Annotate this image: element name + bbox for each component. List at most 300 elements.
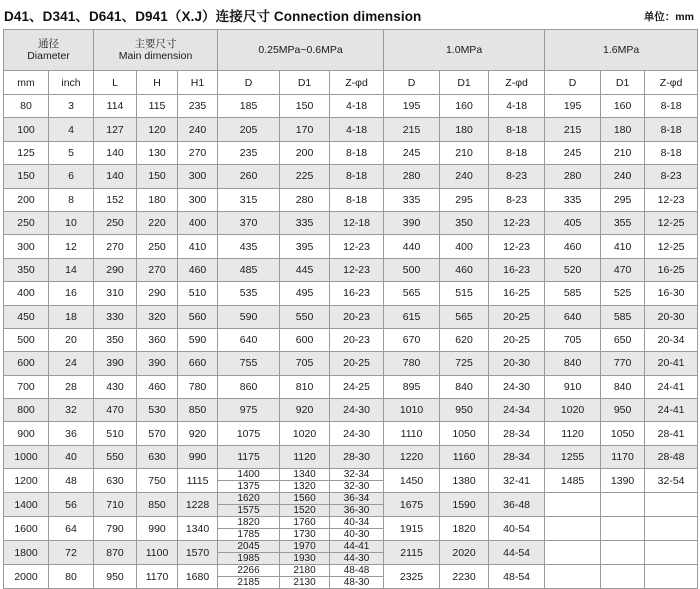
split-value-bottom: 1930 bbox=[280, 552, 329, 564]
table-cell: 240 bbox=[440, 165, 489, 188]
table-cell: 780 bbox=[178, 375, 218, 398]
table-cell: 16-23 bbox=[330, 282, 384, 305]
table-row bbox=[4, 493, 698, 517]
table-cell: 450 bbox=[4, 305, 49, 328]
table-cell: 12-23 bbox=[330, 235, 384, 258]
table-cell: 565 bbox=[384, 282, 440, 305]
table-row bbox=[4, 211, 698, 234]
table-cell: 20-30 bbox=[489, 352, 545, 375]
split-value-bottom: 32-30 bbox=[330, 480, 383, 492]
table-cell: 1170 bbox=[137, 565, 178, 589]
table-cell: 36 bbox=[49, 422, 94, 445]
unit-label: 单位：mm bbox=[643, 11, 694, 23]
table-cell: 1228 bbox=[178, 493, 218, 517]
table-cell: 24-30 bbox=[489, 375, 545, 398]
table-cell: 40-54 bbox=[489, 517, 545, 541]
table-cell: 32 bbox=[49, 399, 94, 422]
table-cell: 4 bbox=[49, 118, 94, 141]
table-cell: 370 bbox=[218, 211, 280, 234]
table-cell: 910 bbox=[545, 375, 601, 398]
column-header: D bbox=[545, 71, 601, 95]
table-cell: 4-18 bbox=[330, 118, 384, 141]
table-row bbox=[4, 517, 698, 541]
title-bar bbox=[0, 0, 700, 30]
table-cell: 24-30 bbox=[330, 399, 384, 422]
table-cell: 114 bbox=[94, 95, 137, 118]
table-cell: 80 bbox=[4, 95, 49, 118]
table-cell: 20-25 bbox=[330, 352, 384, 375]
table-cell: 355 bbox=[601, 211, 645, 234]
table-cell: 270 bbox=[178, 141, 218, 164]
table-cell: 550 bbox=[280, 305, 330, 328]
pressure-header-mid: 1.0MPa bbox=[384, 30, 545, 71]
diameter-header bbox=[4, 30, 94, 71]
table-cell: 10 bbox=[49, 211, 94, 234]
split-value-top: 44-41 bbox=[343, 541, 370, 553]
table-cell: 335 bbox=[545, 188, 601, 211]
table-cell bbox=[545, 541, 601, 565]
split-value-top: 2266 bbox=[237, 565, 260, 577]
table-cell: 1175 bbox=[218, 445, 280, 468]
table-cell: 1820 bbox=[440, 517, 489, 541]
table-cell: 2115 bbox=[384, 541, 440, 565]
table-cell: 810 bbox=[280, 375, 330, 398]
table-cell: 1000 bbox=[4, 445, 49, 468]
table-cell: 590 bbox=[178, 328, 218, 351]
table-row bbox=[4, 118, 698, 141]
table-cell: 150 bbox=[137, 165, 178, 188]
table-cell bbox=[218, 565, 280, 589]
table-cell: 850 bbox=[137, 493, 178, 517]
table-cell bbox=[645, 517, 698, 541]
table-cell: 430 bbox=[94, 375, 137, 398]
table-cell bbox=[330, 517, 384, 541]
connection-dimension-table bbox=[3, 29, 698, 589]
table-cell: 8-18 bbox=[489, 141, 545, 164]
table-cell: 8 bbox=[49, 188, 94, 211]
table-cell: 210 bbox=[440, 141, 489, 164]
split-value-bottom: 1320 bbox=[280, 480, 329, 492]
table-cell: 2325 bbox=[384, 565, 440, 589]
table-cell: 975 bbox=[218, 399, 280, 422]
table-cell bbox=[218, 541, 280, 565]
split-value-bottom: 2185 bbox=[218, 576, 279, 588]
table-cell: 48-54 bbox=[489, 565, 545, 589]
table-cell: 585 bbox=[545, 282, 601, 305]
table-cell: 180 bbox=[137, 188, 178, 211]
table-cell: 435 bbox=[218, 235, 280, 258]
table-cell: 2020 bbox=[440, 541, 489, 565]
table-cell: 840 bbox=[601, 375, 645, 398]
table-cell: 270 bbox=[137, 258, 178, 281]
table-cell: 570 bbox=[137, 422, 178, 445]
table-row bbox=[4, 352, 698, 375]
table-cell: 1915 bbox=[384, 517, 440, 541]
table-cell: 8-18 bbox=[330, 165, 384, 188]
table-cell: 330 bbox=[94, 305, 137, 328]
table-cell: 150 bbox=[280, 95, 330, 118]
table-cell: 160 bbox=[440, 95, 489, 118]
table-row bbox=[4, 328, 698, 351]
table-cell: 235 bbox=[218, 141, 280, 164]
table-cell: 300 bbox=[178, 165, 218, 188]
table-cell: 240 bbox=[178, 118, 218, 141]
table-cell: 8-18 bbox=[330, 188, 384, 211]
table-cell: 4-18 bbox=[330, 95, 384, 118]
table-cell: 315 bbox=[218, 188, 280, 211]
main-dimension-header bbox=[94, 30, 218, 71]
table-cell bbox=[218, 517, 280, 541]
table-cell: 1075 bbox=[218, 422, 280, 445]
table-row bbox=[4, 188, 698, 211]
table-cell: 185 bbox=[218, 95, 280, 118]
table-cell: 1110 bbox=[384, 422, 440, 445]
table-cell: 280 bbox=[384, 165, 440, 188]
table-cell bbox=[280, 541, 330, 565]
table-row bbox=[4, 399, 698, 422]
table-cell: 3 bbox=[49, 95, 94, 118]
table-row bbox=[4, 282, 698, 305]
table-cell: 1020 bbox=[280, 422, 330, 445]
table-cell: 515 bbox=[440, 282, 489, 305]
table-cell: 705 bbox=[545, 328, 601, 351]
split-value-top: 1970 bbox=[293, 541, 316, 553]
main-dimension-header-en: Main dimension bbox=[118, 50, 193, 62]
table-cell: 1220 bbox=[384, 445, 440, 468]
table-cell: 127 bbox=[94, 118, 137, 141]
table-cell: 215 bbox=[545, 118, 601, 141]
table-cell: 390 bbox=[384, 211, 440, 234]
column-header: D bbox=[218, 71, 280, 95]
table-cell: 260 bbox=[218, 165, 280, 188]
table-cell: 445 bbox=[280, 258, 330, 281]
table-cell: 225 bbox=[280, 165, 330, 188]
table-cell: 920 bbox=[280, 399, 330, 422]
table-row bbox=[4, 305, 698, 328]
pressure-header-low: 0.25MPa~0.6MPa bbox=[218, 30, 384, 71]
table-cell: 235 bbox=[178, 95, 218, 118]
table-cell: 705 bbox=[280, 352, 330, 375]
table-cell: 280 bbox=[545, 165, 601, 188]
table-cell: 640 bbox=[218, 328, 280, 351]
table-cell: 495 bbox=[280, 282, 330, 305]
table-cell: 1160 bbox=[440, 445, 489, 468]
table-cell: 80 bbox=[49, 565, 94, 589]
table-cell: 12-25 bbox=[645, 211, 698, 234]
table-cell: 245 bbox=[545, 141, 601, 164]
split-value-bottom: 1520 bbox=[280, 504, 329, 516]
table-cell bbox=[218, 493, 280, 517]
table-cell: 565 bbox=[440, 305, 489, 328]
table-row bbox=[4, 258, 698, 281]
table-cell: 28-34 bbox=[489, 422, 545, 445]
table-body bbox=[4, 95, 698, 589]
table-cell: 28 bbox=[49, 375, 94, 398]
table-cell: 400 bbox=[178, 211, 218, 234]
table-cell: 8-23 bbox=[489, 165, 545, 188]
table-cell: 1200 bbox=[4, 469, 49, 493]
table-row bbox=[4, 141, 698, 164]
table-cell: 20-25 bbox=[489, 328, 545, 351]
table-cell: 1485 bbox=[545, 469, 601, 493]
table-cell: 12-18 bbox=[330, 211, 384, 234]
table-cell: 245 bbox=[384, 141, 440, 164]
table-cell: 895 bbox=[384, 375, 440, 398]
table-cell: 24-34 bbox=[489, 399, 545, 422]
table-cell: 585 bbox=[601, 305, 645, 328]
table-cell: 350 bbox=[94, 328, 137, 351]
table-cell: 710 bbox=[94, 493, 137, 517]
table-cell bbox=[218, 469, 280, 493]
table-cell: 300 bbox=[178, 188, 218, 211]
table-cell: 12-23 bbox=[330, 258, 384, 281]
table-cell: 20-23 bbox=[330, 305, 384, 328]
table-cell: 630 bbox=[137, 445, 178, 468]
table-row bbox=[4, 375, 698, 398]
table-cell: 650 bbox=[601, 328, 645, 351]
table-cell: 900 bbox=[4, 422, 49, 445]
table-cell: 560 bbox=[178, 305, 218, 328]
column-header: Z-φd bbox=[489, 71, 545, 95]
table-cell: 72 bbox=[49, 541, 94, 565]
table-cell: 12-25 bbox=[645, 235, 698, 258]
table-cell: 1590 bbox=[440, 493, 489, 517]
table-cell: 1255 bbox=[545, 445, 601, 468]
table-cell: 20-41 bbox=[645, 352, 698, 375]
split-value-top: 48-48 bbox=[343, 565, 370, 577]
diameter-header-zh: 通径 bbox=[38, 38, 59, 50]
table-cell: 8-18 bbox=[489, 118, 545, 141]
page-title: D41、D341、D641、D941（X.J）连接尺寸 Connection dimension bbox=[4, 9, 422, 24]
table-cell: 200 bbox=[4, 188, 49, 211]
table-row bbox=[4, 422, 698, 445]
table-cell: 24-41 bbox=[645, 399, 698, 422]
column-header: Z-φd bbox=[645, 71, 698, 95]
table-cell: 28-34 bbox=[489, 445, 545, 468]
table-cell: 24-41 bbox=[645, 375, 698, 398]
table-cell: 1120 bbox=[545, 422, 601, 445]
table-cell: 210 bbox=[601, 141, 645, 164]
table-cell bbox=[280, 517, 330, 541]
table-cell: 220 bbox=[137, 211, 178, 234]
table-cell: 32-54 bbox=[645, 469, 698, 493]
table-cell bbox=[545, 493, 601, 517]
table-cell: 200 bbox=[280, 141, 330, 164]
table-cell: 115 bbox=[137, 95, 178, 118]
table-cell: 750 bbox=[137, 469, 178, 493]
table-cell: 670 bbox=[384, 328, 440, 351]
table-cell: 8-18 bbox=[645, 141, 698, 164]
table-cell: 920 bbox=[178, 422, 218, 445]
table-cell bbox=[545, 565, 601, 589]
table-cell bbox=[645, 493, 698, 517]
table-cell: 640 bbox=[545, 305, 601, 328]
table-cell bbox=[645, 541, 698, 565]
table-cell: 40 bbox=[49, 445, 94, 468]
table-cell: 36-48 bbox=[489, 493, 545, 517]
table-cell: 8-18 bbox=[645, 95, 698, 118]
table-cell: 470 bbox=[94, 399, 137, 422]
table-cell: 64 bbox=[49, 517, 94, 541]
table-cell: 460 bbox=[545, 235, 601, 258]
table-row bbox=[4, 235, 698, 258]
table-cell: 320 bbox=[137, 305, 178, 328]
column-header: mm bbox=[4, 71, 49, 95]
split-value-bottom: 40-30 bbox=[330, 528, 383, 540]
split-value-top: 2180 bbox=[293, 565, 316, 577]
table-cell bbox=[545, 517, 601, 541]
table-cell: 460 bbox=[178, 258, 218, 281]
table-cell: 350 bbox=[4, 258, 49, 281]
split-value-top: 1340 bbox=[293, 469, 316, 481]
table-cell: 470 bbox=[601, 258, 645, 281]
table-cell: 860 bbox=[218, 375, 280, 398]
table-cell: 360 bbox=[137, 328, 178, 351]
table-cell: 950 bbox=[94, 565, 137, 589]
table-cell: 530 bbox=[137, 399, 178, 422]
table-cell: 290 bbox=[94, 258, 137, 281]
table-cell: 20-25 bbox=[489, 305, 545, 328]
table-cell: 460 bbox=[137, 375, 178, 398]
table-cell: 1170 bbox=[601, 445, 645, 468]
table-cell: 8-23 bbox=[645, 165, 698, 188]
table-cell: 240 bbox=[601, 165, 645, 188]
table-cell: 1050 bbox=[440, 422, 489, 445]
table-cell: 4-18 bbox=[489, 95, 545, 118]
table-cell bbox=[601, 517, 645, 541]
table-cell: 28-48 bbox=[645, 445, 698, 468]
table-cell: 335 bbox=[384, 188, 440, 211]
table-row bbox=[4, 165, 698, 188]
table-cell: 780 bbox=[384, 352, 440, 375]
table-cell: 24-30 bbox=[330, 422, 384, 445]
table-cell: 590 bbox=[218, 305, 280, 328]
table-cell: 725 bbox=[440, 352, 489, 375]
split-value-top: 1820 bbox=[237, 517, 260, 529]
table-cell bbox=[280, 469, 330, 493]
table-cell: 990 bbox=[137, 517, 178, 541]
table-cell: 100 bbox=[4, 118, 49, 141]
table-cell: 20-30 bbox=[645, 305, 698, 328]
table-cell: 950 bbox=[601, 399, 645, 422]
table-cell: 20-23 bbox=[330, 328, 384, 351]
table-cell: 755 bbox=[218, 352, 280, 375]
table-cell: 48 bbox=[49, 469, 94, 493]
table-cell: 5 bbox=[49, 141, 94, 164]
table-cell: 24-25 bbox=[330, 375, 384, 398]
table-cell: 160 bbox=[601, 95, 645, 118]
split-value-top: 40-34 bbox=[343, 517, 370, 529]
table-cell: 120 bbox=[137, 118, 178, 141]
split-value-bottom: 1375 bbox=[218, 480, 279, 492]
table-cell: 180 bbox=[601, 118, 645, 141]
table-cell: 12-23 bbox=[489, 235, 545, 258]
table-cell: 170 bbox=[280, 118, 330, 141]
column-header: inch bbox=[49, 71, 94, 95]
table-cell: 615 bbox=[384, 305, 440, 328]
table-cell: 400 bbox=[4, 282, 49, 305]
table-cell: 485 bbox=[218, 258, 280, 281]
table-cell: 840 bbox=[440, 375, 489, 398]
table-cell: 140 bbox=[94, 165, 137, 188]
table-cell: 1100 bbox=[137, 541, 178, 565]
split-value-top: 1400 bbox=[237, 469, 260, 481]
table-cell: 405 bbox=[545, 211, 601, 234]
subheader-row bbox=[4, 71, 698, 95]
column-header: H1 bbox=[178, 71, 218, 95]
table-cell: 16-25 bbox=[489, 282, 545, 305]
table-cell bbox=[330, 541, 384, 565]
split-value-top: 36-34 bbox=[343, 493, 370, 505]
table-cell: 1120 bbox=[280, 445, 330, 468]
table-cell: 390 bbox=[137, 352, 178, 375]
table-cell: 1450 bbox=[384, 469, 440, 493]
split-value-bottom: 36-30 bbox=[330, 504, 383, 516]
table-cell: 205 bbox=[218, 118, 280, 141]
split-value-bottom: 2130 bbox=[280, 576, 329, 588]
table-cell: 840 bbox=[545, 352, 601, 375]
table-cell: 8-18 bbox=[645, 118, 698, 141]
split-value-top: 1620 bbox=[237, 493, 260, 505]
table-cell: 12 bbox=[49, 235, 94, 258]
table-cell: 195 bbox=[545, 95, 601, 118]
table-cell: 1010 bbox=[384, 399, 440, 422]
table-cell: 16-25 bbox=[645, 258, 698, 281]
table-cell: 250 bbox=[94, 211, 137, 234]
table-cell bbox=[601, 541, 645, 565]
table-cell: 770 bbox=[601, 352, 645, 375]
table-cell: 500 bbox=[384, 258, 440, 281]
table-cell: 2000 bbox=[4, 565, 49, 589]
table-row bbox=[4, 445, 698, 468]
header-row-group bbox=[4, 30, 698, 71]
table-cell: 525 bbox=[601, 282, 645, 305]
table-cell: 16-23 bbox=[489, 258, 545, 281]
table-cell: 130 bbox=[137, 141, 178, 164]
table-cell: 215 bbox=[384, 118, 440, 141]
table-cell: 400 bbox=[440, 235, 489, 258]
table-cell: 1390 bbox=[601, 469, 645, 493]
table-cell: 32-41 bbox=[489, 469, 545, 493]
column-header: Z-φd bbox=[330, 71, 384, 95]
table-cell: 395 bbox=[280, 235, 330, 258]
column-header: D1 bbox=[280, 71, 330, 95]
table-cell: 14 bbox=[49, 258, 94, 281]
main-dimension-header-zh: 主要尺寸 bbox=[134, 38, 177, 50]
split-value-bottom: 1575 bbox=[218, 504, 279, 516]
table-row bbox=[4, 541, 698, 565]
table-cell: 535 bbox=[218, 282, 280, 305]
table-cell: 6 bbox=[49, 165, 94, 188]
table-cell: 790 bbox=[94, 517, 137, 541]
split-value-bottom: 44-30 bbox=[330, 552, 383, 564]
table-cell bbox=[280, 493, 330, 517]
table-cell: 28-30 bbox=[330, 445, 384, 468]
table-cell: 335 bbox=[280, 211, 330, 234]
table-cell: 410 bbox=[178, 235, 218, 258]
table-cell: 1800 bbox=[4, 541, 49, 565]
table-cell: 44-54 bbox=[489, 541, 545, 565]
table-cell: 1380 bbox=[440, 469, 489, 493]
table-cell bbox=[330, 469, 384, 493]
table-cell: 1570 bbox=[178, 541, 218, 565]
table-cell: 150 bbox=[4, 165, 49, 188]
table-cell: 1600 bbox=[4, 517, 49, 541]
table-cell: 270 bbox=[94, 235, 137, 258]
table-cell: 350 bbox=[440, 211, 489, 234]
table-cell: 310 bbox=[94, 282, 137, 305]
table-cell: 550 bbox=[94, 445, 137, 468]
